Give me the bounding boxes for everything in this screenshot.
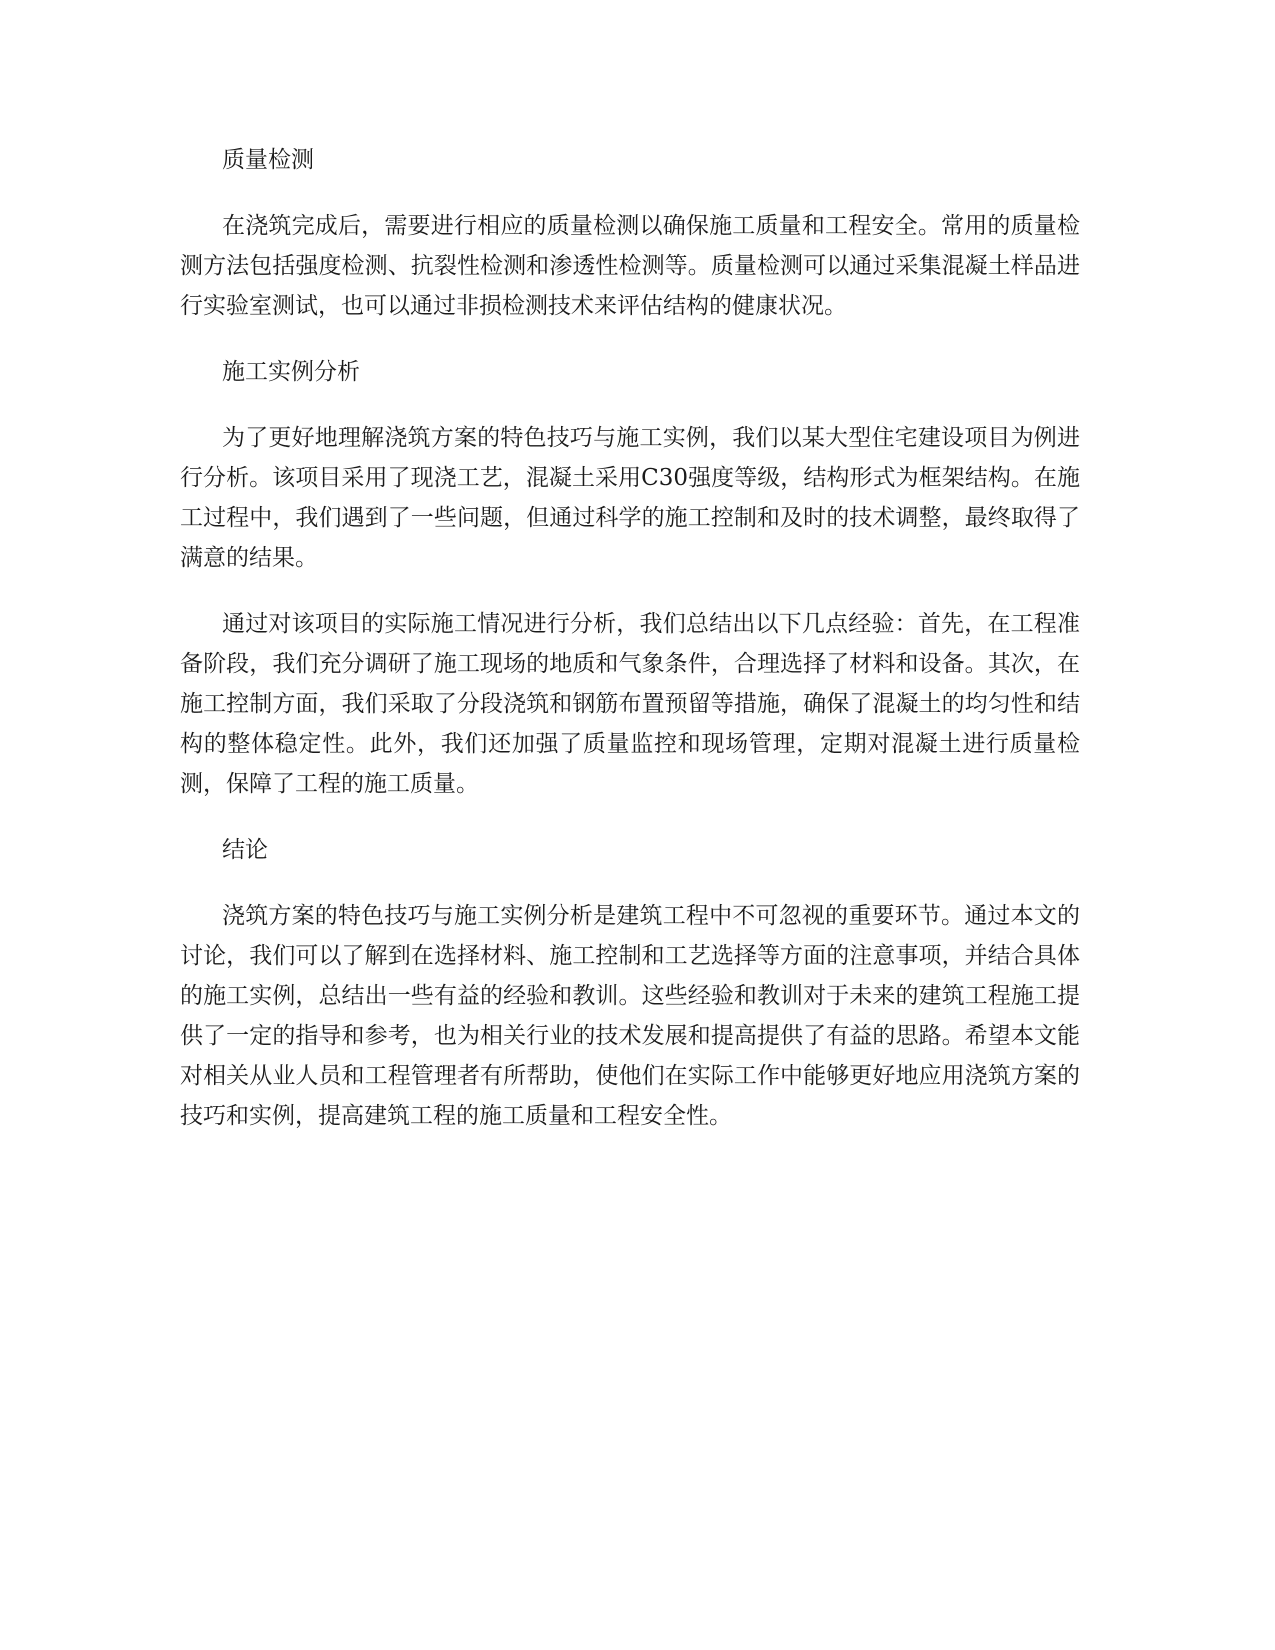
paragraph-case-experience: 通过对该项目的实际施工情况进行分析，我们总结出以下几点经验：首先，在工程准备阶段，我们充分调研了施工现场的地质和气象条件，合理选择了材料和设备。其次，在施工控制方面，我们采取了分段浇筑和钢筋布置预留等措施，确保了混凝土的均匀性和结构的整体稳定性。此外，我们还加强了质量监控和现场管理，定期对混凝土进行质量检测，保障了工程的施工质量。 — [180, 611, 1080, 797]
paragraph-case-intro: 为了更好地理解浇筑方案的特色技巧与施工实例，我们以某大型住宅建设项目为例进行分析。该项目采用了现浇工艺，混凝土采用C30强度等级，结构形式为框架结构。在施工过程中，我们遇到了一些问题，但通过科学的施工控制和及时的技术调整，最终取得了满意的结果。 — [180, 425, 1080, 571]
section-heading-quality-inspection: 质量检测 — [222, 147, 314, 173]
section-heading-conclusion: 结论 — [222, 837, 268, 863]
paragraph-conclusion: 浇筑方案的特色技巧与施工实例分析是建筑工程中不可忽视的重要环节。通过本文的讨论，我们可以了解到在选择材料、施工控制和工艺选择等方面的注意事项，并结合具体的施工实例，总结出一些有益的经验和教训。这些经验和教训对于未来的建筑工程施工提供了一定的指导和参考，也为相关行业的技术发展和提高提供了有益的思路。希望本文能对相关从业人员和工程管理者有所帮助，使他们在实际工作中能够更好地应用浇筑方案的技巧和实例，提高建筑工程的施工质量和工程安全性。 — [180, 903, 1080, 1129]
paragraph-quality-inspection: 在浇筑完成后，需要进行相应的质量检测以确保施工质量和工程安全。常用的质量检测方法包括强度检测、抗裂性检测和渗透性检测等。质量检测可以通过采集混凝土样品进行实验室测试，也可以通过非损检测技术来评估结构的健康状况。 — [180, 213, 1080, 319]
document-body — [180, 140, 1080, 1162]
section-heading-case-analysis: 施工实例分析 — [222, 359, 360, 385]
